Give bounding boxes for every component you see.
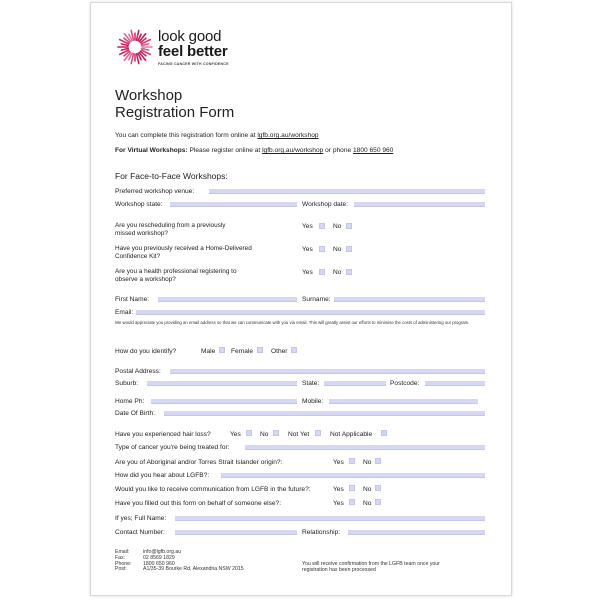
aboriginal-no-checkbox[interactable] <box>375 458 381 464</box>
postcode-label: Postcode: <box>390 380 420 387</box>
hair-not-yet-label: Not Yet <box>288 431 310 438</box>
virtual-phone[interactable]: 1800 650 960 <box>353 147 394 154</box>
resched-question <box>115 222 225 238</box>
footer-phone-label: Phone: <box>115 560 132 567</box>
home-ph-field[interactable] <box>151 399 297 404</box>
kit-yes-label: Yes <box>302 246 313 253</box>
comm-no-checkbox[interactable] <box>375 485 381 491</box>
behalf-yes-label: Yes <box>333 500 344 507</box>
aboriginal-yes-label: Yes <box>333 459 344 466</box>
footer-contacts <box>115 550 244 573</box>
footer-phone-value: 1800 650 960 <box>143 560 175 567</box>
home-ph-label: Home Ph: <box>115 398 145 405</box>
comm-no-label: No <box>363 486 372 493</box>
title-line2: Registration Form <box>115 104 235 121</box>
suburb-label: Suburb: <box>115 380 139 387</box>
date-label: Workshop date: <box>302 201 349 208</box>
suburb-field[interactable] <box>147 381 297 386</box>
sunburst-logo-icon <box>117 29 153 65</box>
health-line2: observe a workshop? <box>115 276 176 283</box>
health-no-checkbox[interactable] <box>346 269 352 275</box>
aboriginal-no-label: No <box>363 459 372 466</box>
kit-question <box>115 245 252 261</box>
health-yes-checkbox[interactable] <box>319 269 325 275</box>
hair-no-label: No <box>260 431 269 438</box>
resched-yes-label: Yes <box>302 223 313 230</box>
footer-fax-label: Fax: <box>115 554 126 561</box>
mobile-field[interactable] <box>329 399 478 404</box>
hair-yes-label: Yes <box>230 431 241 438</box>
behalf-no-label: No <box>363 500 372 507</box>
footer-fax-value: 02 8569 1829 <box>143 554 175 561</box>
postcode-field[interactable] <box>425 381 485 386</box>
logo-text-line1: look good <box>158 28 222 45</box>
other-checkbox[interactable] <box>291 347 297 353</box>
kit-yes-checkbox[interactable] <box>319 246 325 252</box>
comm-yes-checkbox[interactable] <box>349 485 355 491</box>
male-checkbox[interactable] <box>219 347 225 353</box>
kit-line2: Confidence Kit? <box>115 253 161 260</box>
contact-number-label: Contact Number: <box>115 529 165 536</box>
postal-label: Postal Address: <box>115 368 161 375</box>
state2-field[interactable] <box>324 381 386 386</box>
hair-yes-checkbox[interactable] <box>246 430 252 436</box>
online-link[interactable]: lgfb.org.au/workshop <box>257 132 319 139</box>
logo-ray <box>142 44 149 46</box>
virtual-or: or phone <box>323 147 353 154</box>
behalf-label: Have you filled out this form on behalf of someone else?: <box>115 500 282 507</box>
hair-loss-label: Have you experienced hair loss? <box>115 431 211 438</box>
behalf-yes-checkbox[interactable] <box>349 499 355 505</box>
female-label: Female <box>231 348 253 355</box>
mobile-label: Mobile: <box>302 398 324 405</box>
intro-online <box>115 132 319 140</box>
dob-field[interactable] <box>164 411 485 416</box>
full-name-label: If yes; Full Name: <box>115 515 167 522</box>
contact-number-field[interactable] <box>175 530 297 535</box>
resched-yes-checkbox[interactable] <box>319 223 325 229</box>
title-line1: Workshop <box>115 87 183 104</box>
postal-field[interactable] <box>170 369 485 374</box>
identify-label: How do you identify? <box>115 348 177 355</box>
female-checkbox[interactable] <box>257 347 263 353</box>
hair-no-checkbox[interactable] <box>273 430 279 436</box>
kit-no-label: No <box>333 246 342 253</box>
hair-not-applicable-label: Not Applicable <box>330 431 373 438</box>
footer-confirmation <box>302 562 440 574</box>
surname-field[interactable] <box>334 297 485 302</box>
form-page <box>90 2 512 596</box>
virtual-text: Please register online at <box>187 147 263 154</box>
comm-yes-label: Yes <box>333 486 344 493</box>
health-yes-label: Yes <box>302 269 313 276</box>
first-name-field[interactable] <box>158 297 297 302</box>
logo-ray <box>121 44 128 46</box>
email-label: Email: <box>115 309 134 316</box>
email-note: We would appreciate you providing an email address so that we can communicate with you via email. This will greatly assist our efforts to minimise the costs of administering our program. <box>115 320 470 325</box>
page-title <box>115 87 234 121</box>
hear-field[interactable] <box>221 473 485 478</box>
dob-label: Date Of Birth: <box>115 410 155 417</box>
aboriginal-yes-checkbox[interactable] <box>349 458 355 464</box>
logo-tagline: FACING CANCER WITH CONFIDENCE <box>158 62 229 66</box>
email-field[interactable] <box>136 310 485 315</box>
kit-line1: Have you previously received a Home-Delivered <box>115 245 252 252</box>
resched-line2: missed workshop? <box>115 230 168 237</box>
other-label: Other <box>271 348 288 355</box>
footer-confirm-line1: You will receive confirmation from the LGFB team once your <box>302 561 440 567</box>
resched-no-label: No <box>333 223 342 230</box>
cancer-type-label: Type of cancer you're being treated for: <box>115 444 230 451</box>
footer-post-label: Post: <box>115 566 127 573</box>
relationship-label: Relationship: <box>302 529 341 536</box>
footer-email-value[interactable]: info@lgfb.org.au <box>143 549 182 555</box>
section-heading: For Face-to-Face Workshops: <box>115 171 228 181</box>
aboriginal-label: Are you of Aboriginal and/or Torres Strait Islander origin?: <box>115 459 283 466</box>
first-name-label: First Name: <box>115 296 150 303</box>
hair-not-yet-checkbox[interactable] <box>315 430 321 436</box>
resched-no-checkbox[interactable] <box>346 223 352 229</box>
logo-ray <box>142 49 149 51</box>
date-field[interactable] <box>354 202 485 207</box>
virtual-link[interactable]: lgfb.org.au/workshop <box>262 147 324 154</box>
behalf-no-checkbox[interactable] <box>375 499 381 505</box>
footer-post-row <box>115 567 244 573</box>
footer-confirm-line2: registration has been processed <box>302 566 376 573</box>
surname-label: Surname: <box>302 296 331 303</box>
footer-post-value: A1/35-39 Bourke Rd, Alexandria NSW 2015 <box>143 566 244 573</box>
hear-label: How did you hear about LGFB?: <box>115 472 210 479</box>
relationship-field[interactable] <box>348 530 485 535</box>
resched-line1: Are you rescheduling from a previously <box>115 222 226 229</box>
full-name-field[interactable] <box>175 516 485 521</box>
kit-no-checkbox[interactable] <box>346 246 352 252</box>
hair-not-applicable-checkbox[interactable] <box>381 430 387 436</box>
virtual-label: For Virtual Workshops: <box>115 147 188 154</box>
state-field[interactable] <box>170 202 297 207</box>
venue-label: Preferred workshop venue: <box>115 188 195 195</box>
health-line1: Are you a health professional registering to <box>115 268 237 275</box>
state-label: Workshop state: <box>115 201 163 208</box>
cancer-type-field[interactable] <box>245 445 485 450</box>
intro-virtual <box>115 147 393 155</box>
health-question <box>115 268 237 284</box>
footer-email-label: Email: <box>115 549 130 555</box>
intro-online-text: You can complete this registration form online at <box>115 132 258 139</box>
male-label: Male <box>201 348 216 355</box>
venue-field[interactable] <box>209 189 485 194</box>
logo-text-line2: feel better <box>158 43 228 60</box>
logo-ray <box>121 49 128 51</box>
receive-comm-label: Would you like to receive communication from LGFB in the future?: <box>115 486 311 493</box>
health-no-label: No <box>333 269 342 276</box>
state2-label: State: <box>302 380 320 387</box>
